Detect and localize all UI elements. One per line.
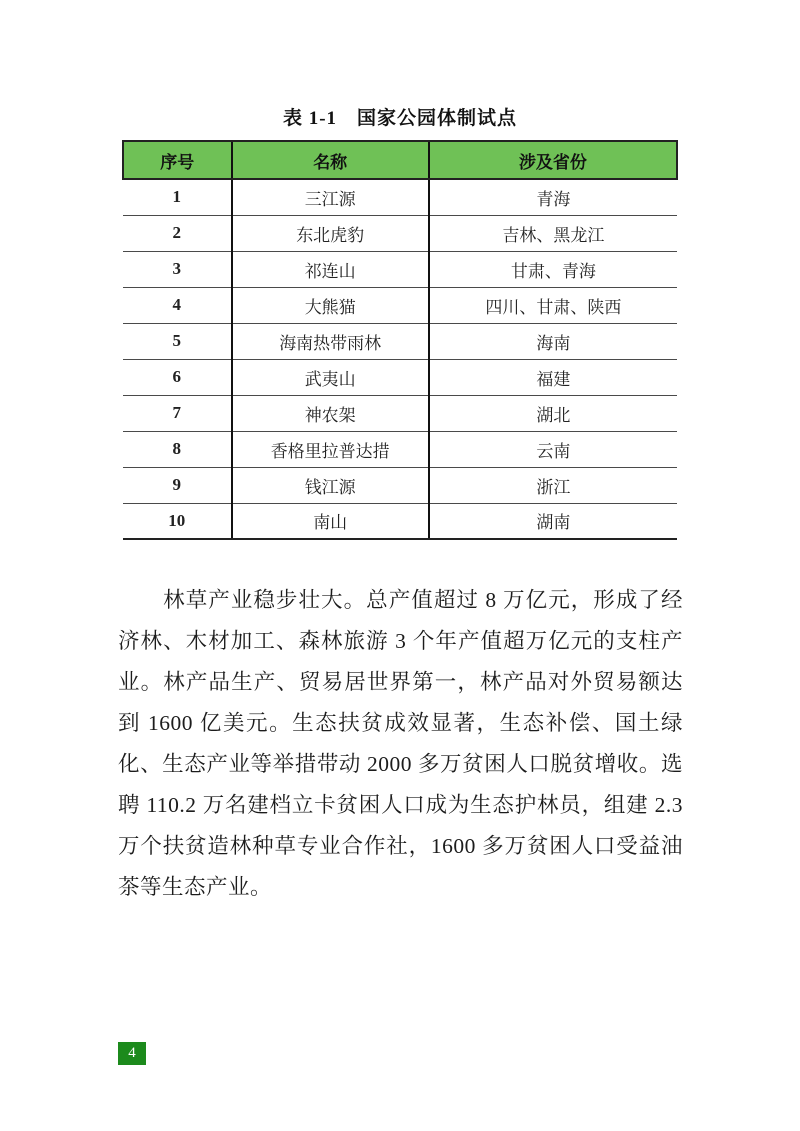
cell-name: 武夷山 [232,359,429,395]
table-row [123,323,677,359]
table-row [123,359,677,395]
table-row [123,215,677,251]
cell-name: 神农架 [232,395,429,431]
cell-index: 7 [123,395,232,431]
cell-index: 3 [123,251,232,287]
cell-index: 2 [123,215,232,251]
table-row [123,395,677,431]
cell-provinces: 吉林、黑龙江 [429,215,677,251]
page-number-badge: 4 [118,1042,146,1065]
table-header-row [123,141,677,179]
table-row [123,467,677,503]
cell-provinces: 湖南 [429,503,677,539]
cell-provinces: 湖北 [429,395,677,431]
table-row [123,179,677,215]
cell-provinces: 海南 [429,323,677,359]
cell-index: 10 [123,503,232,539]
cell-provinces: 云南 [429,431,677,467]
table-row [123,251,677,287]
cell-name: 海南热带雨林 [232,323,429,359]
cell-provinces: 青海 [429,179,677,215]
table-row [123,287,677,323]
column-header-name: 名称 [232,141,429,179]
column-header-provinces: 涉及省份 [429,141,677,179]
table-caption: 表 1-1 国家公园体制试点 [282,108,518,129]
cell-name: 东北虎豹 [232,215,429,251]
cell-index: 6 [123,359,232,395]
cell-index: 1 [123,179,232,215]
cell-name: 大熊猫 [232,287,429,323]
cell-provinces: 浙江 [429,467,677,503]
cell-provinces: 福建 [429,359,677,395]
cell-provinces: 四川、甘肃、陕西 [429,287,677,323]
cell-index: 9 [123,467,232,503]
national-park-table-container [122,140,678,540]
cell-name: 南山 [232,503,429,539]
cell-provinces: 甘肃、青海 [429,251,677,287]
table-row [123,503,677,539]
cell-name: 钱江源 [232,467,429,503]
cell-index: 4 [123,287,232,323]
body-paragraph: 林草产业稳步壮大。总产值超过 8 万亿元，形成了经济林、木材加工、森林旅游 3 个年产值超万亿元的支柱产业。林产品生产、贸易居世界第一，林产品对外贸易额达到 1600 亿美元。生态扶贫成效显著，生态补偿、国土绿化、生态产业等举措带动 2000 多万贫困人口脱贫增收。选聘 110.2 万名建档立卡贫困人口成为生态护林员，组建 2.3 万个扶贫造林种草专业合作社，1600 多万贫困人口受益油茶等生态产业。 [118,588,683,899]
column-header-index: 序号 [123,141,232,179]
table-row [123,431,677,467]
cell-name: 祁连山 [232,251,429,287]
cell-name: 三江源 [232,179,429,215]
national-park-table [122,140,678,540]
cell-name: 香格里拉普达措 [232,431,429,467]
cell-index: 8 [123,431,232,467]
cell-index: 5 [123,323,232,359]
